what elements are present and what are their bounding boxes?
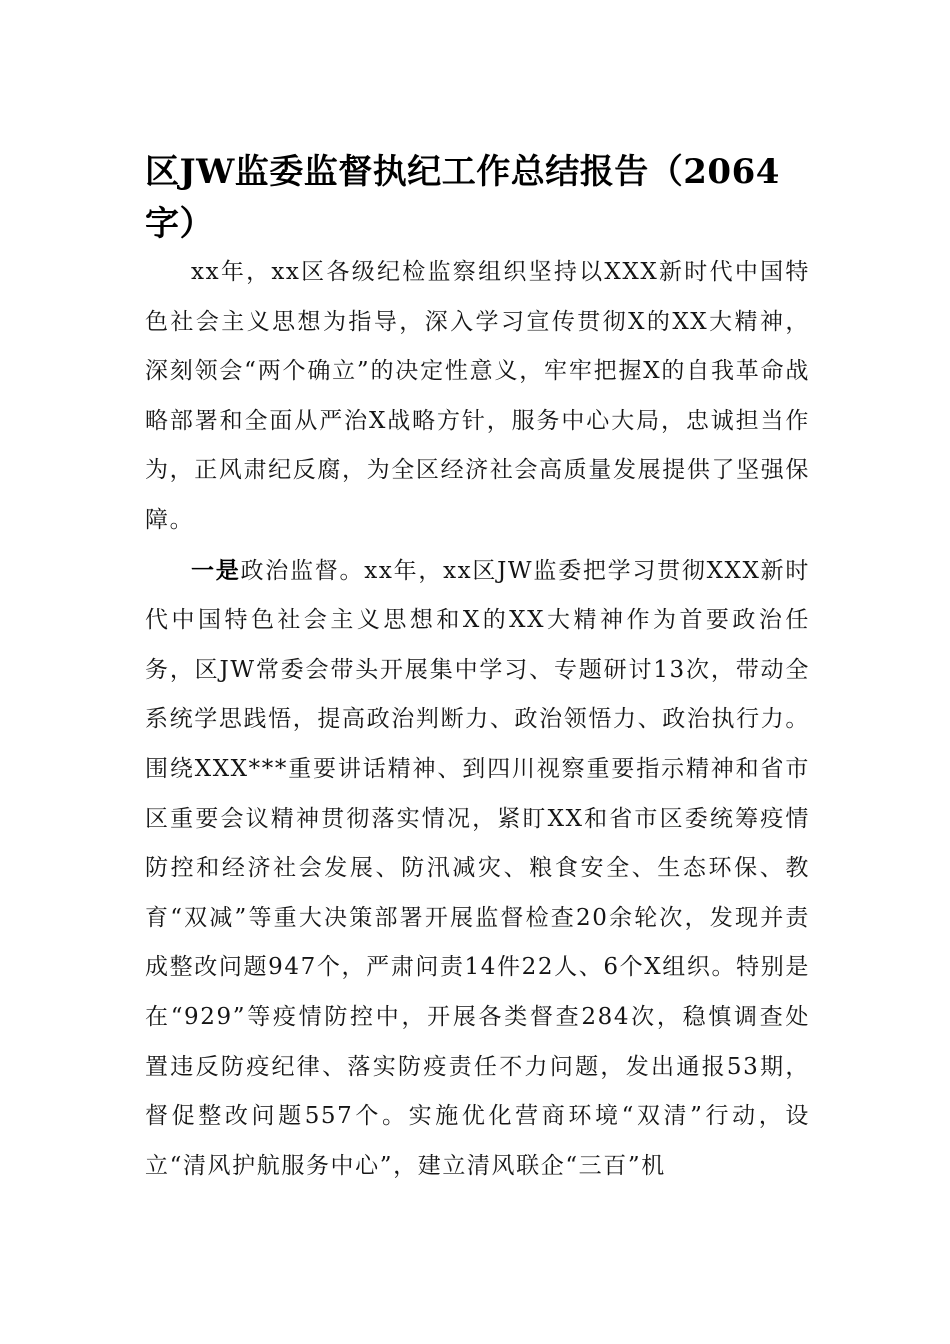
paragraph-text: xx年，xx区各级纪检监察组织坚持以XXX新时代中国特色社会主义思想为指导，深入学习宣传贯彻X的XX大精神，深刻领会“两个确立”的决定性意义，牢牢把握X的自我革命战略部署和全面从严治X战略方针，服务中心大局，忠诚担当作为，正风肃纪反腐，为全区经济社会高质量发展提供了坚强保障。 bbox=[145, 259, 810, 533]
document-title: 区JW监委监督执纪工作总结报告（2064字） bbox=[145, 152, 780, 244]
paragraph-text: 政治监督。xx年，xx区JW监委把学习贯彻XXX新时代中国特色社会主义思想和X的XX大精神作为首要政治任务，区JW常委会带头开展集中学习、专题研讨13次，带动全系统学思践悟，提高政治判断力、政治领悟力、政治执行力。围绕XXX***重要讲话精神、到四川视察重要指示精神和省市区重要会议精神贯彻落实情况，紧盯XX和省市区委统筹疫情防控和经济社会发展、防汛减灾、粮食安全、生态环保、教育“双减”等重大决策部署开展监督检查20余轮次，发现并责成整改问题947个，严肃问责14件22人、6个X组织。特别是在“929”等疫情防控中，开展各类督查284次，稳慎调查处置违反防疫纪律、落实防疫责任不力问题，发出通报53期，督促整改问题557个。实施优化营商环境“双清”行动，设立“清风护航服务中心”，建立清风联企“三百”机 bbox=[145, 557, 811, 1179]
document-body bbox=[145, 247, 810, 1191]
paragraph-lead: 一是 bbox=[191, 556, 241, 584]
paragraph-intro bbox=[145, 247, 810, 546]
paragraph-political-supervision bbox=[145, 546, 810, 1192]
